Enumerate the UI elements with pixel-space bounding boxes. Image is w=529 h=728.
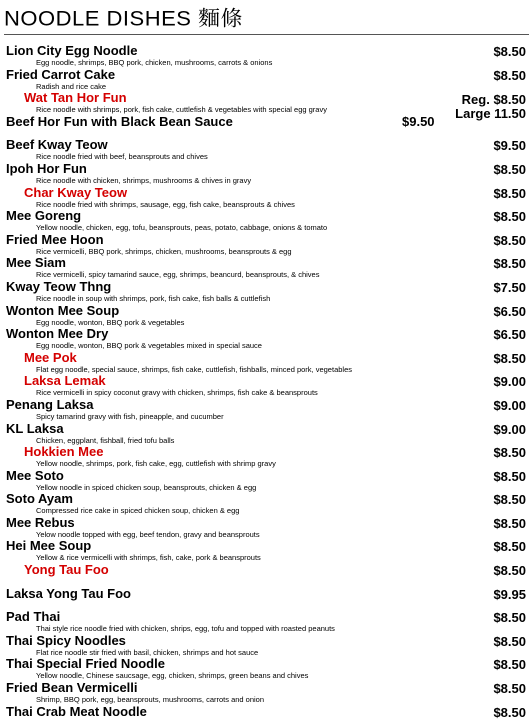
menu-item-name: Thai Spicy Noodles: [6, 632, 126, 648]
menu-item-price: $9.00: [493, 421, 526, 437]
menu-item: [6, 280, 526, 304]
menu-item: [6, 398, 526, 422]
menu-item-price: $8.50: [493, 256, 526, 272]
menu-item-name: Yong Tau Foo: [24, 562, 109, 578]
menu-item-name: Wonton Mee Soup: [6, 302, 120, 318]
menu-item: [6, 563, 526, 587]
menu-item-name: Ipoh Hor Fun: [6, 160, 87, 176]
menu-item-description: Yellow noodle, Chinese saucsage, egg, chicken, shrimps, green beans and chives: [36, 671, 309, 681]
menu-item-price: $8.50: [493, 633, 526, 649]
menu-item: [6, 705, 526, 728]
menu-item: [6, 539, 526, 563]
menu-item-name: Kway Teow Thng: [6, 278, 112, 294]
menu-item-price: $8.50: [493, 492, 526, 508]
section-title: NOODLE DISHES 麵條: [4, 6, 244, 31]
menu-item: [6, 327, 526, 351]
menu-item-name: Mee Siam: [6, 255, 66, 271]
menu-item: [6, 186, 526, 210]
menu-item-name: Beef Kway Teow: [6, 137, 108, 153]
menu-item-price: $9.50: [493, 138, 526, 154]
menu-item-name: Laksa Yong Tau Foo: [6, 585, 131, 601]
regular-price: Reg. $8.50: [461, 92, 526, 108]
menu-item-price: $8.50: [493, 209, 526, 225]
menu-item-name: Thai Crab Meat Noodle: [6, 703, 147, 719]
menu-item-description: Yelow noodle topped with egg, beef tendon, gravy and beansprouts: [36, 529, 260, 539]
menu-item-description: Rice noodle with shrimps, pork, fish cake, cuttlefish & vegetables with special egg gravy: [36, 105, 327, 115]
menu-item-name: Hokkien Mee: [24, 444, 104, 460]
menu-item-description: Yellow & rice vermicelli with shrimps, fish, cake, pork & beansprouts: [36, 553, 261, 563]
menu-item-price: $8.50: [493, 468, 526, 484]
menu-item-description: Spicy tamarind gravy with fish, pineapple, and cucumber: [36, 411, 224, 421]
menu-item-description: Rice noodle in soup with shrimps, pork, fish cake, fish balls & cuttlefish: [36, 293, 271, 303]
menu-item-description: Egg noodle, wonton, BBQ pork & vegetables: [36, 317, 185, 327]
menu-item-price: $8.50: [493, 232, 526, 248]
menu-item-description: Rice vermicelli, spicy tamarind sauce, egg, shrimps, beancurd, beansprouts, & chives: [36, 270, 320, 280]
menu-item: [6, 68, 526, 92]
menu-item-description: Rice noodle fried with beef, beansprouts and chives: [36, 152, 208, 162]
menu-item-name: Mee Rebus: [6, 514, 75, 530]
menu-item-price: $8.50: [493, 44, 526, 59]
noodle-menu-list: [6, 44, 526, 728]
menu-item-price: $8.50: [493, 563, 526, 579]
menu-item: [6, 374, 526, 398]
menu-item-name: Wonton Mee Dry: [6, 326, 109, 342]
menu-item: [6, 422, 526, 446]
menu-item: [6, 516, 526, 540]
menu-item: [6, 492, 526, 516]
menu-item: [6, 681, 526, 705]
menu-item-price: $8.50: [493, 445, 526, 461]
menu-item: [6, 657, 526, 681]
menu-item-name: Beef Hor Fun with Black Bean Sauce: [6, 113, 233, 129]
menu-item-description: Compressed rice cake in spiced chicken soup, chicken & egg: [36, 506, 240, 516]
menu-item-price: $6.50: [493, 327, 526, 343]
menu-item: [6, 233, 526, 257]
menu-item-description: Yellow noodle, chicken, egg, tofu, beansprouts, peas, potato, cabbage, onions & tomato: [36, 223, 328, 233]
menu-item-name: Thai Special Fried Noodle: [6, 656, 165, 672]
menu-item: [6, 351, 526, 375]
menu-item-description: Chicken, eggplant, fishball, fried tofu balls: [36, 435, 175, 445]
menu-item-description: Yellow noodle in spiced chicken soup, beansprouts, chicken & egg: [36, 482, 257, 492]
menu-item-name: Pad Thai: [6, 609, 61, 625]
menu-item-price: $9.00: [493, 374, 526, 390]
menu-item-name: Laksa Lemak: [24, 373, 106, 389]
menu-item-description: Egg noodle, shrimps, BBQ pork, chicken, mushrooms, carrots & onions: [36, 58, 273, 67]
large-price: Large 11.50: [455, 106, 526, 122]
menu-item-price: $9.95: [493, 586, 526, 602]
menu-item-price: $8.50: [493, 610, 526, 626]
menu-item: [6, 304, 526, 328]
menu-item: [6, 469, 526, 493]
menu-item-name: Mee Goreng: [6, 208, 82, 224]
menu-item: [6, 162, 526, 186]
menu-item-name: Lion City Egg Noodle: [6, 43, 138, 58]
menu-item-name: Fried Bean Vermicelli: [6, 680, 138, 696]
menu-item-price: $8.50: [493, 681, 526, 697]
menu-item-price: $8.50: [493, 161, 526, 177]
menu-item: [6, 634, 526, 658]
menu-item-name: KL Laksa: [6, 420, 64, 436]
menu-item-description: Rice noodle fried with shrimps, sausage, egg, fish cake, beansprouts & chives: [36, 199, 295, 209]
menu-item-description: Egg noodle, wonton, BBQ pork & vegetables mixed in special sauce: [36, 341, 262, 351]
menu-item-price: $8.50: [493, 185, 526, 201]
menu-item-price: $8.50: [493, 657, 526, 673]
menu-item: [6, 445, 526, 469]
menu-item-description: Thai style rice noodle fried with chicken, shrips, egg, tofu and topped with roasted peanuts: [36, 624, 335, 634]
menu-item-name: Mee Pok: [24, 349, 77, 365]
menu-item-price: $8.50: [493, 704, 526, 720]
menu-item-name: Soto Ayam: [6, 491, 73, 507]
menu-item-description: Flat egg noodle, special sauce, shrimps, fish cake, cuttlefish, fishballs, minced pork, vegetables: [36, 364, 352, 374]
menu-item: [6, 115, 526, 139]
menu-item-name: Mee Soto: [6, 467, 64, 483]
menu-item: [6, 587, 526, 611]
menu-item: [6, 610, 526, 634]
menu-item: [6, 44, 526, 68]
menu-item: [6, 209, 526, 233]
menu-item: [6, 138, 526, 162]
menu-item-price: $6.50: [493, 303, 526, 319]
menu-item-description: Radish and rice cake: [36, 81, 107, 91]
menu-item-price: $8.50: [493, 515, 526, 531]
menu-item-price: $8.50: [493, 67, 526, 83]
menu-item-name: Char Kway Teow: [24, 184, 128, 200]
menu-item-price: $9.50: [402, 113, 435, 129]
menu-item-description: Rice noodle with chicken, shrimps, mushrooms & chives in gravy: [36, 175, 252, 185]
menu-item-name: Wat Tan Hor Fun: [24, 90, 127, 106]
menu-item-name: Hei Mee Soup: [6, 538, 92, 554]
menu-item-name: Fried Carrot Cake: [6, 66, 116, 82]
menu-item-description: Yellow noodle, shrimps, pork, fish cake, egg, cuttlefish with shrimp gravy: [36, 459, 276, 469]
menu-item: [6, 256, 526, 280]
menu-item-description: Rice vermicelli in spicy coconut gravy with chicken, shrimps, fish cake & beansprouts: [36, 388, 318, 398]
menu-item-price: $8.50: [493, 539, 526, 555]
menu-item-price: $9.00: [493, 397, 526, 413]
menu-item-name: Fried Mee Hoon: [6, 231, 104, 247]
menu-item-description: Shrimp, BBQ pork, egg, beansprouts, mushrooms, carrots and onion: [36, 695, 265, 705]
menu-item-price: $7.50: [493, 279, 526, 295]
menu-item-description: Flat rice noodle stir fried with basil, chicken, shrimps and hot sauce: [36, 647, 259, 657]
menu-item-price: $8.50: [493, 350, 526, 366]
menu-header: [4, 4, 529, 35]
menu-item-name: Penang Laksa: [6, 396, 94, 412]
menu-item-description: Rice vermicelli, BBQ pork, shrimps, chicken, mushrooms, beansprouts & egg: [36, 246, 292, 256]
